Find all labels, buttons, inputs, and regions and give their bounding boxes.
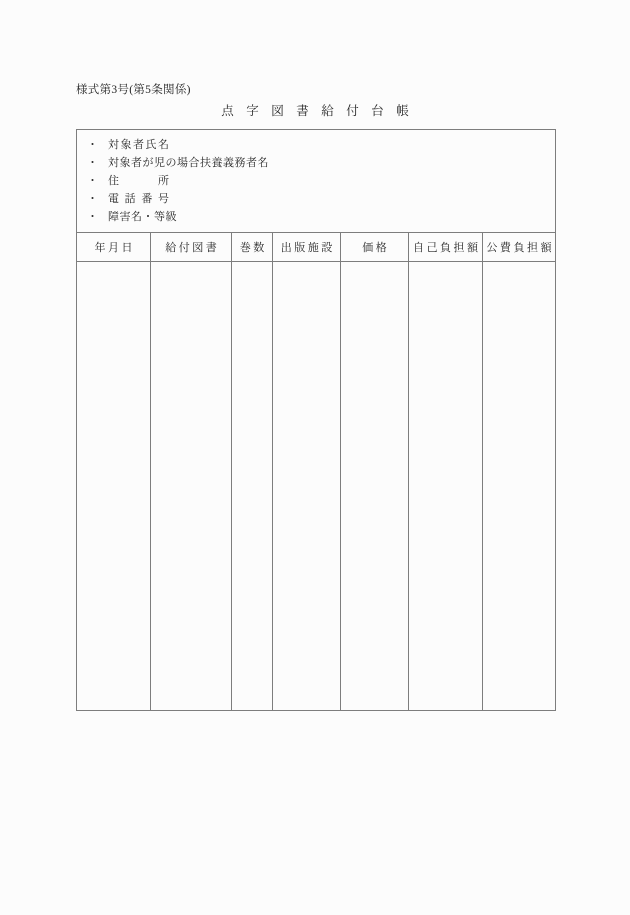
page-title: 点字図書給付台帳 xyxy=(221,104,422,118)
header-row xyxy=(77,233,556,262)
bullet-icon: ・ xyxy=(87,211,98,223)
info-item-label: 対象者が児の場合扶養義務者名 xyxy=(108,157,269,169)
info-item-label: 電話番号 xyxy=(108,193,169,205)
subject-info-box xyxy=(76,129,556,233)
info-item-address xyxy=(77,172,555,190)
col-header-date: 年月日 xyxy=(77,233,151,262)
bullet-icon: ・ xyxy=(87,175,98,187)
bullet-icon: ・ xyxy=(87,157,98,169)
col-header-price: 価格 xyxy=(341,233,409,262)
info-item-guardian-name xyxy=(77,154,555,172)
info-item-disability xyxy=(77,208,555,226)
info-item-phone xyxy=(77,190,555,208)
col-header-publisher: 出版施設 xyxy=(273,233,341,262)
info-item-subject-name xyxy=(77,136,555,154)
table-row xyxy=(77,262,556,711)
cell-public-pay xyxy=(483,262,556,711)
info-item-label: 障害名・等級 xyxy=(108,211,177,223)
cell-volumes xyxy=(232,262,273,711)
cell-date xyxy=(77,262,151,711)
col-header-self-pay: 自己負担額 xyxy=(409,233,483,262)
ledger-table xyxy=(76,232,556,711)
cell-book xyxy=(151,262,232,711)
col-header-volumes: 巻数 xyxy=(232,233,273,262)
bullet-icon: ・ xyxy=(87,139,98,151)
info-item-label: 対象者氏名 xyxy=(108,139,169,151)
cell-self-pay xyxy=(409,262,483,711)
cell-publisher xyxy=(273,262,341,711)
col-header-public-pay: 公費負担額 xyxy=(483,233,556,262)
info-item-label: 住所 xyxy=(108,175,169,187)
bullet-icon: ・ xyxy=(87,193,98,205)
form-number: 様式第3号(第5条関係) xyxy=(76,84,191,96)
cell-price xyxy=(341,262,409,711)
col-header-book: 給付図書 xyxy=(151,233,232,262)
